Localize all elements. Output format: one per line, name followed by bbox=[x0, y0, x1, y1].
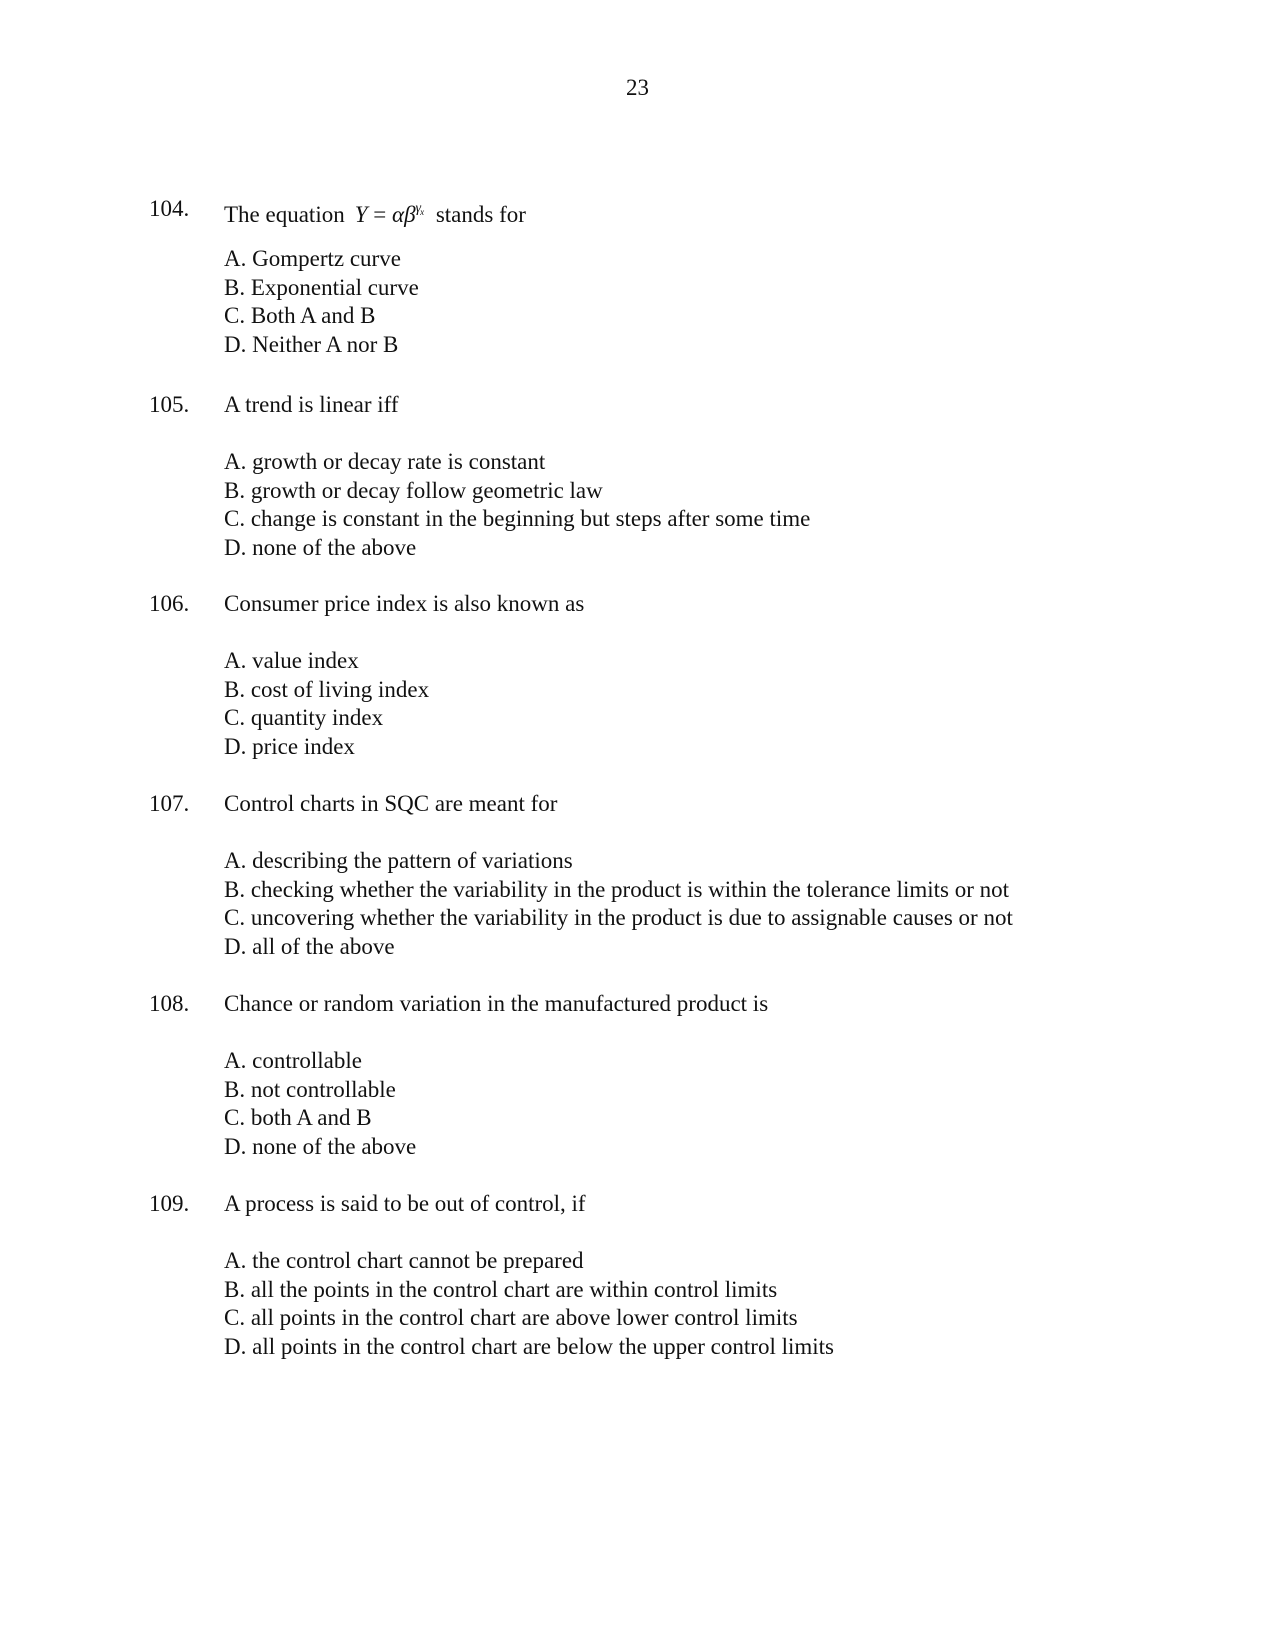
question-stem: A trend is linear iff bbox=[224, 392, 399, 417]
question-stem bbox=[224, 195, 526, 229]
options-list bbox=[224, 448, 810, 563]
equation bbox=[355, 202, 424, 227]
options-list bbox=[224, 1047, 416, 1162]
option-a: A. growth or decay rate is constant bbox=[224, 449, 546, 474]
stem-text-before: The equation bbox=[224, 202, 345, 227]
option-c: C. uncovering whether the variability in the product is due to assignable causes or not bbox=[224, 905, 1013, 931]
option-b: B. growth or decay follow geometric law bbox=[224, 477, 603, 503]
equation-exponent: γ bbox=[415, 201, 421, 216]
option-b: B. all the points in the control chart are within control limits bbox=[224, 1276, 778, 1302]
question-number: 107. bbox=[149, 791, 190, 816]
page-number: 23 bbox=[626, 75, 649, 100]
option-c: C. all points in the control chart are above lower control limits bbox=[224, 1305, 798, 1331]
option-a: A. controllable bbox=[224, 1048, 362, 1073]
option-d: D. all of the above bbox=[224, 934, 395, 960]
option-c: C. quantity index bbox=[224, 705, 384, 731]
option-a: A. describing the pattern of variations bbox=[224, 848, 573, 873]
option-b: B. not controllable bbox=[224, 1076, 396, 1102]
options-list bbox=[224, 847, 1013, 962]
question-number: 104. bbox=[149, 196, 190, 221]
question-number: 106. bbox=[149, 591, 190, 616]
option-a: A. the control chart cannot be prepared bbox=[224, 1248, 584, 1273]
option-a: A. value index bbox=[224, 648, 359, 673]
option-a: A. Gompertz curve bbox=[224, 246, 401, 271]
options-list bbox=[224, 1247, 834, 1362]
options-list bbox=[224, 647, 429, 762]
option-d: D. all points in the control chart are below the upper control limits bbox=[224, 1334, 834, 1360]
option-d: D. Neither A nor B bbox=[224, 332, 399, 358]
options-list bbox=[224, 245, 419, 360]
question-stem: Chance or random variation in the manufactured product is bbox=[224, 991, 769, 1016]
equation-base: αβ bbox=[392, 202, 416, 227]
question-number: 108. bbox=[149, 991, 190, 1016]
equation-exponent-power: x bbox=[420, 207, 425, 217]
question-stem: A process is said to be out of control, if bbox=[224, 1191, 586, 1216]
option-d: D. none of the above bbox=[224, 535, 417, 561]
option-d: D. none of the above bbox=[224, 1134, 417, 1160]
option-b: B. Exponential curve bbox=[224, 274, 419, 300]
option-b: B. cost of living index bbox=[224, 676, 430, 702]
question-stem: Control charts in SQC are meant for bbox=[224, 791, 558, 816]
equation-equals: = bbox=[373, 202, 387, 227]
stem-text-after: stands for bbox=[435, 202, 526, 227]
question-number: 109. bbox=[149, 1191, 190, 1216]
option-c: C. Both A and B bbox=[224, 303, 376, 329]
question-number: 105. bbox=[149, 392, 190, 417]
option-c: C. both A and B bbox=[224, 1105, 372, 1131]
option-c: C. change is constant in the beginning but steps after some time bbox=[224, 506, 811, 532]
question-stem: Consumer price index is also known as bbox=[224, 591, 585, 616]
option-b: B. checking whether the variability in the product is within the tolerance limits or not bbox=[224, 876, 1009, 902]
equation-lhs: Y bbox=[354, 202, 368, 227]
option-d: D. price index bbox=[224, 734, 355, 760]
